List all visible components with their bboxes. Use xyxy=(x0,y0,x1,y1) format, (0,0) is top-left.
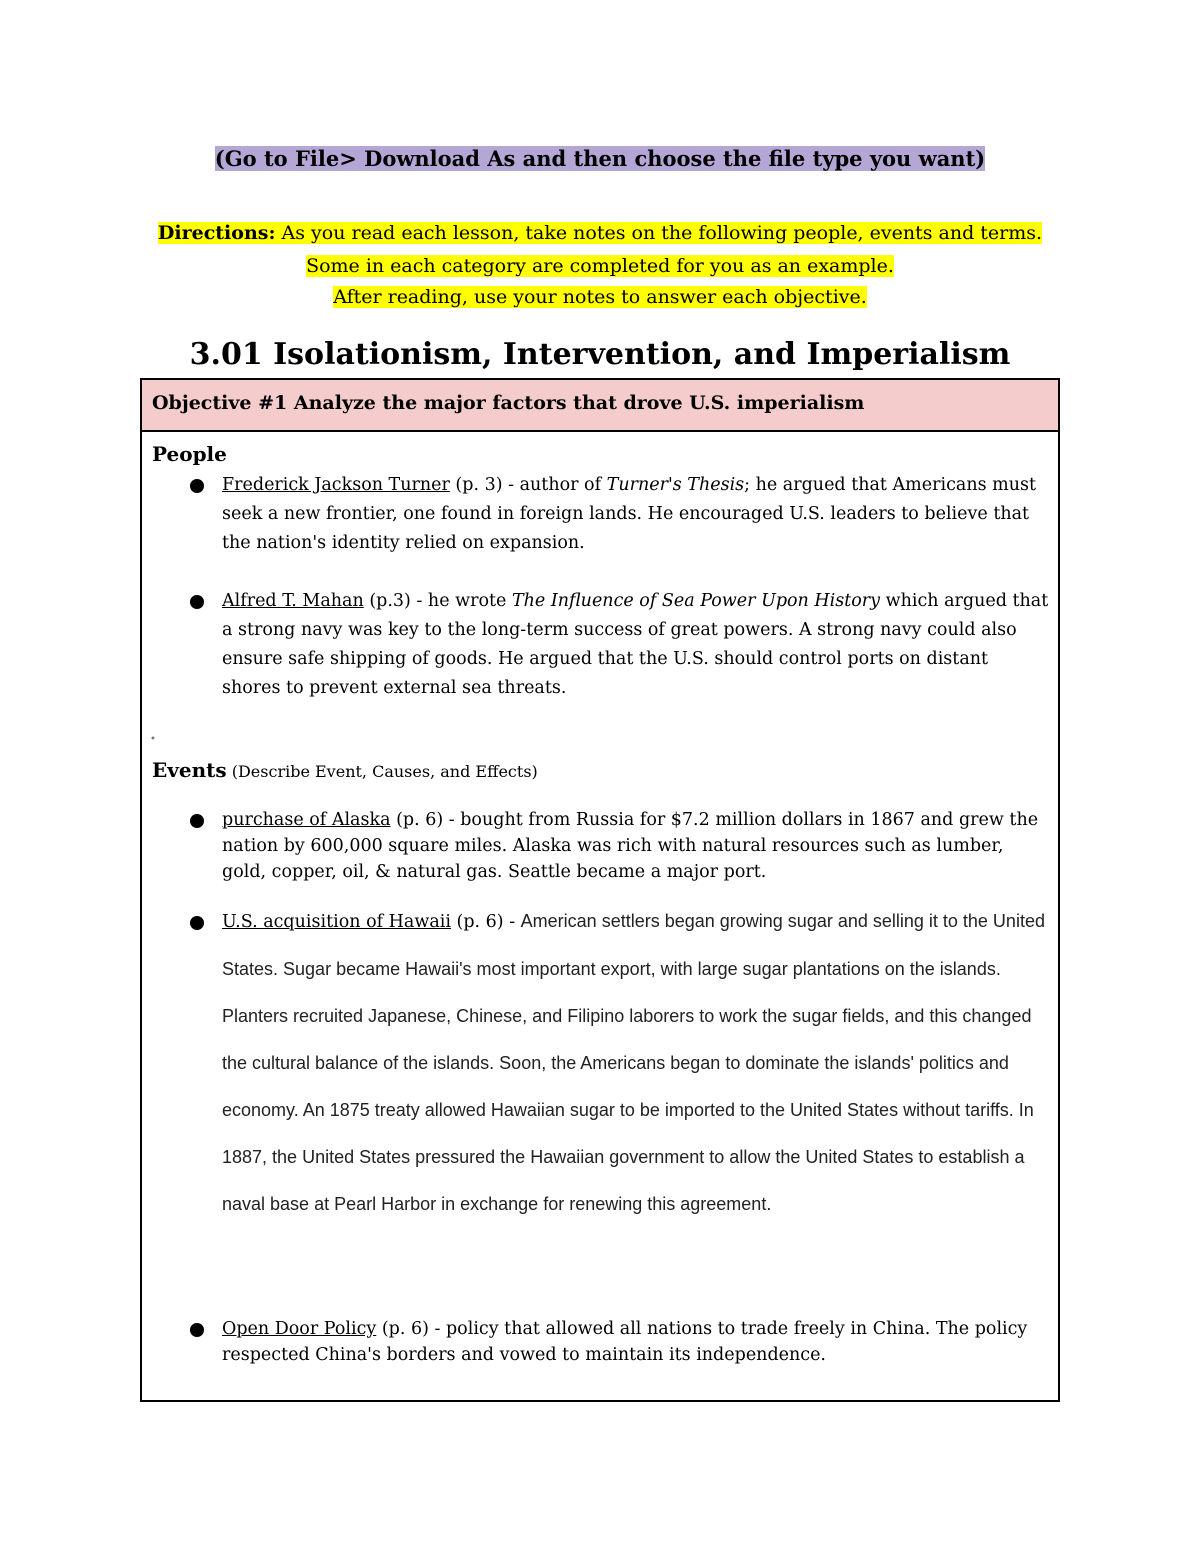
download-instructions xyxy=(0,143,1200,175)
directions-line-1 xyxy=(0,220,1200,247)
person-entry-turner xyxy=(222,471,1052,558)
person-italic-title: The Influence of Sea Power Upon History xyxy=(511,591,881,611)
event-page: (p. 6) - xyxy=(376,1319,446,1339)
download-instructions-text: (Go to File> Download As and then choose the file type you want) xyxy=(214,146,986,171)
events-subheading: (Describe Event, Causes, and Effects) xyxy=(226,762,538,781)
bullet-icon xyxy=(190,814,204,828)
objective-table xyxy=(140,378,1060,1402)
person-text-cont: ; he argued that Americans must seek a new frontier, one found in foreign lands. He encouraged U.S. leaders to believe that the nation's identity relied on expansion. xyxy=(222,475,1037,553)
events-heading xyxy=(152,758,538,782)
stray-mark: • xyxy=(150,734,156,745)
bullet-icon xyxy=(190,916,204,930)
person-text: author of xyxy=(519,475,607,495)
event-term: Open Door Policy xyxy=(222,1319,377,1339)
event-entry-open-door xyxy=(222,1316,1052,1368)
person-page: (p. 3) - xyxy=(449,475,520,495)
events-heading-text: Events xyxy=(152,758,227,782)
directions-highlight-1 xyxy=(158,222,1042,244)
bullet-icon xyxy=(190,479,204,493)
event-term: purchase of Alaska xyxy=(222,810,391,830)
person-italic-title: Turner's Thesis xyxy=(606,475,745,495)
person-term: Frederick Jackson Turner xyxy=(222,475,450,495)
person-text-cont: which argued that a strong navy was key to the long-term success of great powers. A strong navy could also ensure safe shipping of goods. He argued that the U.S. should control ports on distant shores to prevent external sea threats. xyxy=(222,591,1049,698)
directions-label: Directions: xyxy=(157,222,276,244)
event-term: U.S. acquisition of Hawaii xyxy=(222,912,451,932)
event-page: (p. 6) - xyxy=(450,912,521,932)
person-text: he wrote xyxy=(427,591,512,611)
objective-header xyxy=(142,380,1058,432)
directions-text-3: After reading, use your notes to answer each objective. xyxy=(333,286,867,308)
person-term: Alfred T. Mahan xyxy=(222,591,364,611)
event-entry-alaska xyxy=(222,807,1052,885)
person-page: (p.3) - xyxy=(363,591,428,611)
event-text: policy that allowed all nations to trade freely in China. The policy respected China's borders and vowed to maintain its independence. xyxy=(222,1319,1028,1365)
event-entry-hawaii xyxy=(222,898,1052,1228)
directions-text-2: Some in each category are completed for you as an example. xyxy=(306,255,894,277)
lesson-title: 3.01 Isolationism, Intervention, and Imperialism xyxy=(189,337,1011,372)
objective-title: Objective #1 Analyze the major factors that drove U.S. imperialism xyxy=(152,392,865,414)
event-page: (p. 6) - xyxy=(390,810,461,830)
directions-line-2 xyxy=(0,253,1200,280)
people-heading: People xyxy=(152,442,227,466)
person-entry-mahan xyxy=(222,587,1052,703)
bullet-icon xyxy=(190,595,204,609)
directions-line-3 xyxy=(0,284,1200,311)
directions-text-1: As you read each lesson, take notes on the following people, events and terms. xyxy=(281,222,1043,244)
event-text: bought from Russia for $7.2 million dollars in 1867 and grew the nation by 600,000 square miles. Alaska was rich with natural resources such as lumber, gold, copper, oil, & natural gas. Seattle became a major port. xyxy=(222,810,1039,882)
event-text: American settlers began growing sugar and selling it to the United States. Sugar became Hawaii's most important export, with large sugar plantations on the islands. Planters recruited Japanese, Chinese, and Filipino laborers to work the sugar fields, and this changed the cultural balance of the islands. Soon, the Americans began to dominate the islands' politics and economy. An 1875 treaty allowed Hawaiian sugar to be imported to the United States without tariffs. In 1887, the United States pressured the Hawaiian government to allow the United States to establish a naval base at Pearl Harbor in exchange for renewing this agreement. xyxy=(222,911,1045,1214)
bullet-icon xyxy=(190,1323,204,1337)
